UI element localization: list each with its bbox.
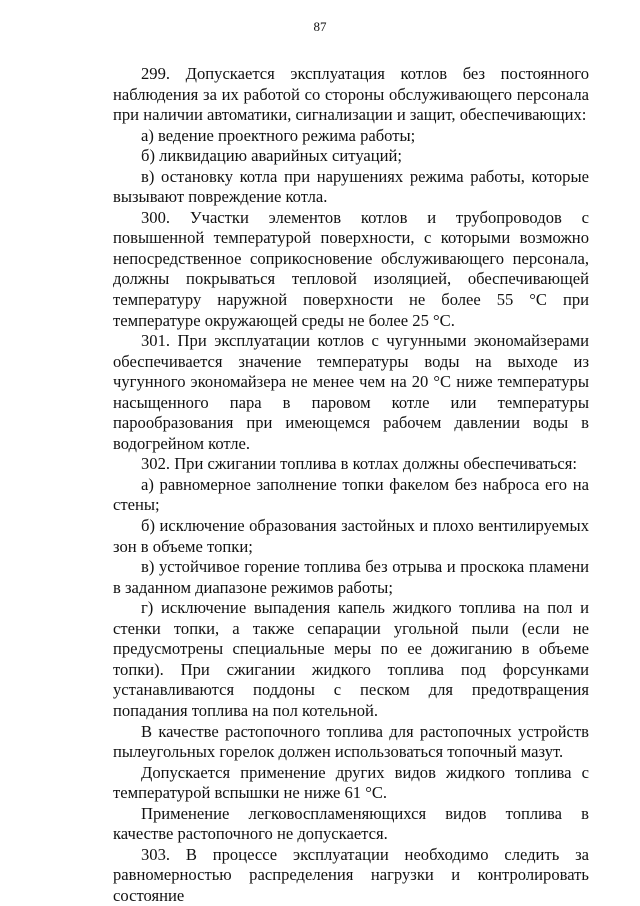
- paragraph-303: 303. В процессе эксплуатации необходимо следить за равномерностью распределения нагрузки и контролировать состояние: [113, 844, 589, 905]
- list-item-302-c: в) устойчивое горение топлива без отрыва и проскока пламени в заданном диапазоне режимов работы;: [113, 557, 589, 597]
- paragraph-300: 300. Участки элементов котлов и трубопроводов с повышенной температурой поверхности, с которыми возможно непосредственное соприкосновение обслуживающего персонала, должны покрываться тепловой изоляцией, обеспечивающей температуру наружной поверхности не более 55 °С при температуре окружающей среды не более 25 °С.: [113, 207, 589, 330]
- document-body: [113, 64, 589, 906]
- list-item-299-a: а) ведение проектного режима работы;: [141, 125, 416, 145]
- paragraph-299: 299. Допускается эксплуатация котлов без постоянного наблюдения за их работой со стороны обслуживающего персонала при наличии автоматики, сигнализации и защит, обеспечивающих:: [113, 64, 589, 125]
- paragraph-flammable-fuels: Применение легковоспламеняющихся видов топлива в качестве растопочного не допускается.: [113, 803, 589, 844]
- paragraph-302: 302. При сжигании топлива в котлах должны обеспечиваться:: [141, 454, 578, 474]
- paragraph-other-fuels: Допускается применение других видов жидкого топлива с температурой вспышки не ниже 61 °С.: [113, 762, 589, 803]
- paragraph-startup-fuel: В качестве растопочного топлива для растопочных устройств пылеугольных горелок должен использоваться топочный мазут.: [113, 721, 589, 762]
- page-number: 87: [313, 19, 327, 34]
- list-item-299-c: в) остановку котла при нарушениях режима работы, которые вызывают повреждение котла.: [113, 166, 589, 207]
- list-item-299-b: б) ликвидацию аварийных ситуаций;: [141, 146, 403, 166]
- list-item-302-b: б) исключение образования застойных и плохо вентилируемых зон в объеме топки;: [113, 516, 589, 556]
- paragraph-301: 301. При эксплуатации котлов с чугунными экономайзерами обеспечивается значение температуры воды на выходе из чугунного экономайзера не менее чем на 20 °С ниже температуры насыщенного пара в паровом котле или температуры парообразования при имеющемся рабочем давлении воды в водогрейном котле.: [113, 331, 589, 453]
- list-item-302-d: г) исключение выпадения капель жидкого топлива на пол и стенки топки, а также сепарации угольной пыли (если не предусмотрены специальные меры по ее дожиганию в объеме топки). При сжигании жидкого топлива под форсунками устанавливаются поддоны с песком для предотвращения попадания топлива на пол котельной.: [113, 598, 589, 720]
- list-item-302-a: а) равномерное заполнение топки факелом без наброса его на стены;: [113, 474, 589, 515]
